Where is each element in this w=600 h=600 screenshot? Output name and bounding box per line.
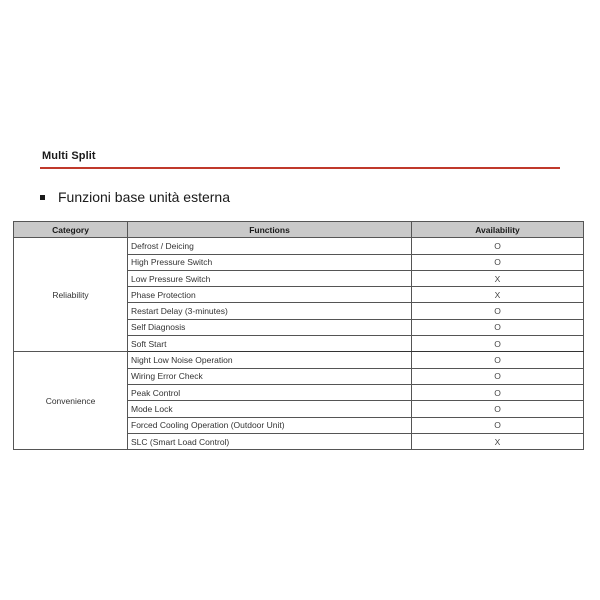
function-cell: SLC (Smart Load Control) bbox=[128, 433, 412, 449]
function-cell: Forced Cooling Operation (Outdoor Unit) bbox=[128, 417, 412, 433]
table-row bbox=[14, 352, 584, 368]
availability-cell: X bbox=[412, 287, 584, 303]
column-header-category: Category bbox=[14, 222, 128, 238]
bullet-heading-text: Funzioni base unità esterna bbox=[58, 189, 230, 205]
category-cell: Convenience bbox=[14, 352, 128, 450]
function-cell: Wiring Error Check bbox=[128, 368, 412, 384]
function-cell: High Pressure Switch bbox=[128, 254, 412, 270]
function-cell: Restart Delay (3-minutes) bbox=[128, 303, 412, 319]
availability-cell: O bbox=[412, 319, 584, 335]
availability-cell: O bbox=[412, 417, 584, 433]
availability-cell: O bbox=[412, 384, 584, 400]
table-header-row bbox=[14, 222, 584, 238]
section-title: Multi Split bbox=[42, 150, 96, 162]
title-divider bbox=[40, 167, 560, 169]
availability-cell: O bbox=[412, 336, 584, 352]
function-cell: Self Diagnosis bbox=[128, 319, 412, 335]
availability-cell: X bbox=[412, 433, 584, 449]
column-header-functions: Functions bbox=[128, 222, 412, 238]
function-cell: Low Pressure Switch bbox=[128, 270, 412, 286]
availability-cell: O bbox=[412, 352, 584, 368]
category-cell: Reliability bbox=[14, 238, 128, 352]
function-cell: Night Low Noise Operation bbox=[128, 352, 412, 368]
functions-table-container bbox=[13, 221, 583, 450]
function-cell: Mode Lock bbox=[128, 401, 412, 417]
availability-cell: X bbox=[412, 270, 584, 286]
function-cell: Phase Protection bbox=[128, 287, 412, 303]
function-cell: Defrost / Deicing bbox=[128, 238, 412, 254]
column-header-availability: Availability bbox=[412, 222, 584, 238]
availability-cell: O bbox=[412, 254, 584, 270]
function-cell: Soft Start bbox=[128, 336, 412, 352]
bullet-heading bbox=[40, 189, 230, 205]
bullet-icon bbox=[40, 195, 45, 200]
availability-cell: O bbox=[412, 303, 584, 319]
function-cell: Peak Control bbox=[128, 384, 412, 400]
availability-cell: O bbox=[412, 368, 584, 384]
availability-cell: O bbox=[412, 238, 584, 254]
table-row bbox=[14, 238, 584, 254]
availability-cell: O bbox=[412, 401, 584, 417]
functions-table bbox=[13, 221, 584, 450]
